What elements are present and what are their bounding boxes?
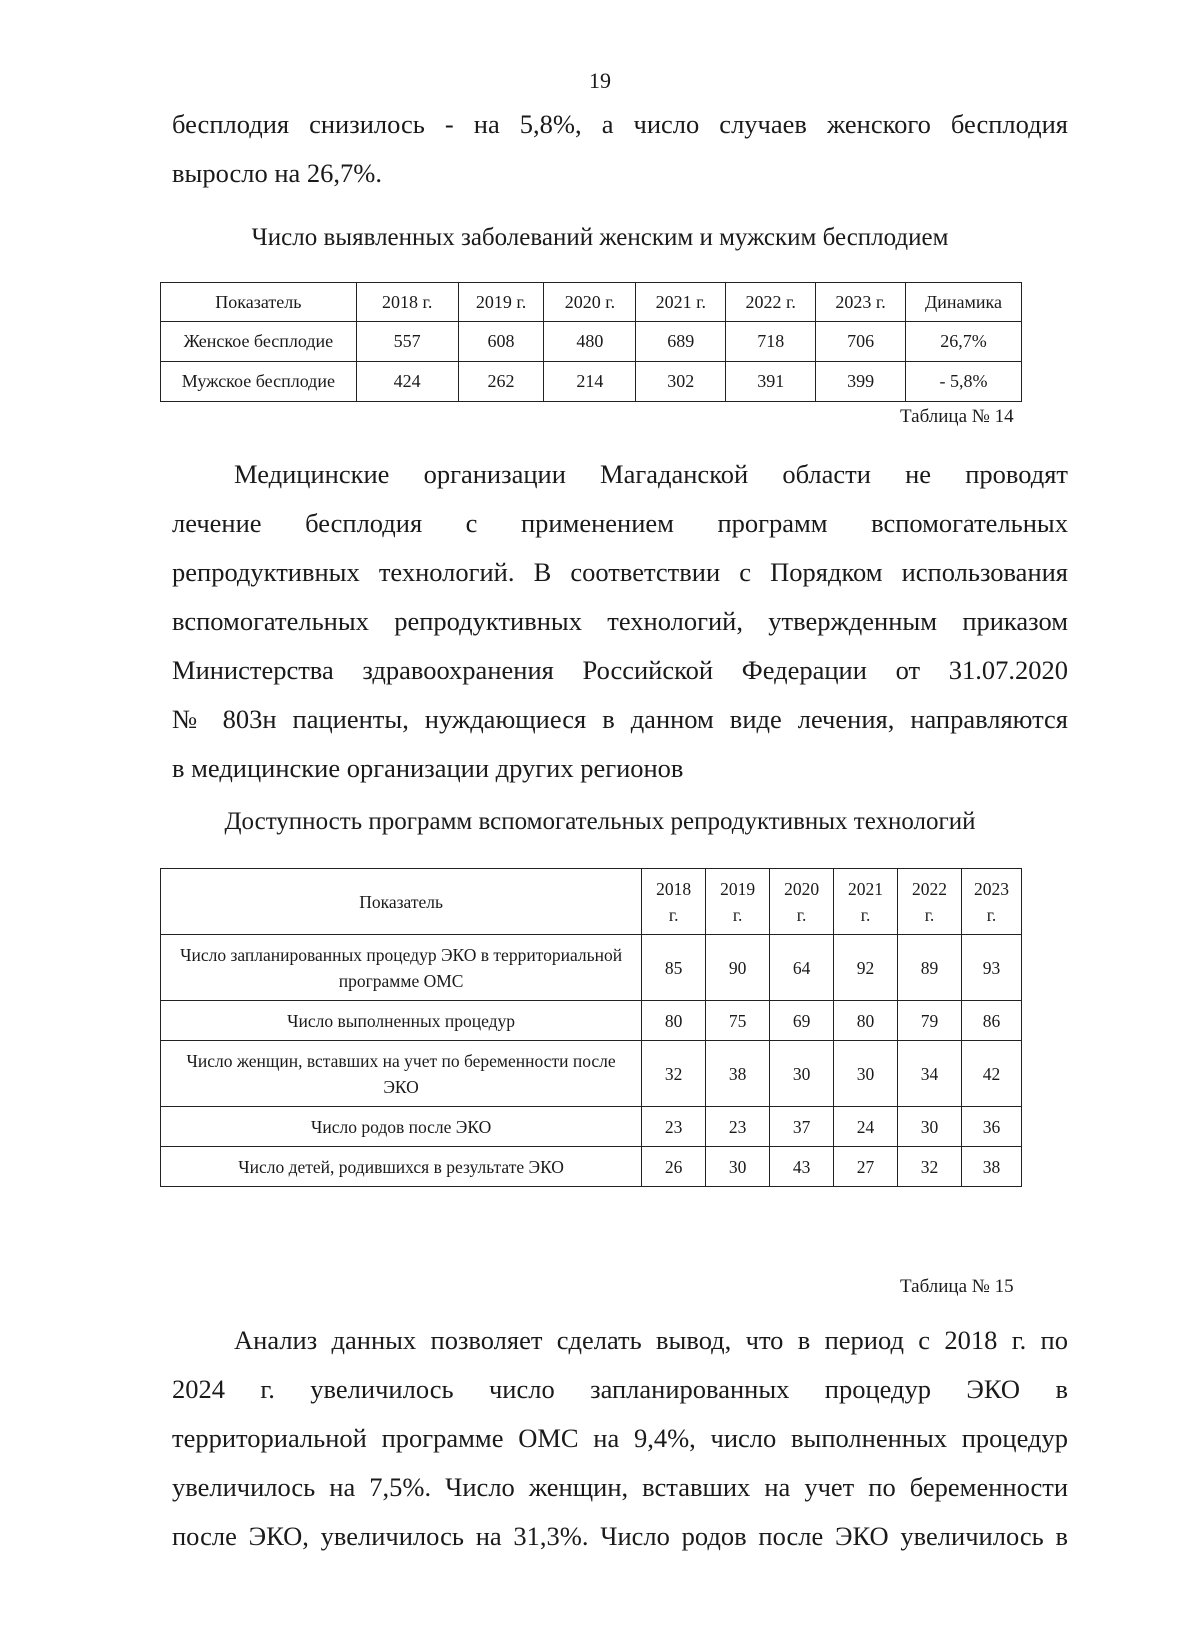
table-row bbox=[161, 1001, 1022, 1041]
table-row bbox=[161, 1147, 1022, 1187]
table2-header-label: Показатель bbox=[161, 869, 642, 935]
art-availability-table bbox=[160, 868, 1022, 1187]
table2-row-label: Число родов после ЭКО bbox=[161, 1107, 642, 1147]
table-row bbox=[161, 322, 1022, 362]
paragraph-3 bbox=[172, 1316, 1068, 1561]
table1-header-cell: 2018 г. bbox=[356, 283, 458, 322]
table2-cell: 37 bbox=[770, 1107, 834, 1147]
table2-year-header: 2021 г. bbox=[834, 869, 898, 935]
table1-cell: 689 bbox=[636, 322, 726, 362]
table2-cell: 32 bbox=[898, 1147, 962, 1187]
page-number: 19 bbox=[589, 68, 611, 93]
table2-number: Таблица № 15 bbox=[900, 1276, 1014, 1297]
table2-cell: 38 bbox=[706, 1041, 770, 1107]
table2-cell: 36 bbox=[961, 1107, 1021, 1147]
table2-year-header: 2020 г. bbox=[770, 869, 834, 935]
paragraph-line: Анализ данных позволяет сделать вывод, что в период с 2018 г. по bbox=[234, 1325, 1068, 1355]
paragraph-line: лечение бесплодия с применением программ вспомогательных bbox=[172, 508, 1068, 538]
table1-cell: 480 bbox=[544, 322, 636, 362]
table-row bbox=[161, 935, 1022, 1001]
table1-cell: - 5,8% bbox=[906, 362, 1022, 402]
table2-cell: 26 bbox=[642, 1147, 706, 1187]
table2-cell: 89 bbox=[898, 935, 962, 1001]
table1-cell: 262 bbox=[458, 362, 544, 402]
table2-year-header: 2019 г. bbox=[706, 869, 770, 935]
table2-cell: 69 bbox=[770, 1001, 834, 1041]
table2-cell: 38 bbox=[961, 1147, 1021, 1187]
table1-cell: 302 bbox=[636, 362, 726, 402]
paragraph-line: Министерства здравоохранения Российской Федерации от 31.07.2020 bbox=[172, 655, 1068, 685]
paragraph-line: в медицинские организации других регионов bbox=[172, 753, 684, 783]
table1-cell: 391 bbox=[726, 362, 816, 402]
table1-number: Таблица № 14 bbox=[900, 406, 1014, 427]
table1-row-label: Мужское бесплодие bbox=[161, 362, 357, 402]
table1-cell: 214 bbox=[544, 362, 636, 402]
table1-cell: 399 bbox=[816, 362, 906, 402]
table1-cell: 718 bbox=[726, 322, 816, 362]
table2-cell: 43 bbox=[770, 1147, 834, 1187]
table2-cell: 30 bbox=[834, 1041, 898, 1107]
table1-caption: Число выявленных заболеваний женским и мужским бесплодием bbox=[251, 224, 949, 251]
paragraph-line: Медицинские организации Магаданской области не проводят bbox=[234, 459, 1068, 489]
table1-cell: 424 bbox=[356, 362, 458, 402]
paragraph-line: репродуктивных технологий. В соответствии с Порядком использования bbox=[172, 557, 1068, 587]
table2-cell: 64 bbox=[770, 935, 834, 1001]
paragraph-line: территориальной программе ОМС на 9,4%, число выполненных процедур bbox=[172, 1423, 1068, 1453]
table1-cell: 26,7% bbox=[906, 322, 1022, 362]
table2-row-label: Число детей, родившихся в результате ЭКО bbox=[161, 1147, 642, 1187]
table2-cell: 92 bbox=[834, 935, 898, 1001]
table-row bbox=[161, 1041, 1022, 1107]
infertility-table bbox=[160, 282, 1022, 402]
table1-header-cell: 2022 г. bbox=[726, 283, 816, 322]
table1-header-cell: Показатель bbox=[161, 283, 357, 322]
table2-cell: 79 bbox=[898, 1001, 962, 1041]
paragraph-line: увеличилось на 7,5%. Число женщин, вставших на учет по беременности bbox=[172, 1472, 1068, 1502]
table2-cell: 23 bbox=[642, 1107, 706, 1147]
table2-row-label: Число выполненных процедур bbox=[161, 1001, 642, 1041]
table2-year-header: 2018 г. bbox=[642, 869, 706, 935]
table1-header-cell: Динамика bbox=[906, 283, 1022, 322]
intro-paragraph bbox=[172, 100, 1068, 198]
table2-cell: 24 bbox=[834, 1107, 898, 1147]
table1-row-label: Женское бесплодие bbox=[161, 322, 357, 362]
table2-cell: 80 bbox=[642, 1001, 706, 1041]
table1-cell: 557 bbox=[356, 322, 458, 362]
intro-line: бесплодия снизилось - на 5,8%, а число случаев женского бесплодия bbox=[172, 109, 1068, 139]
table2-row-label: Число женщин, вставших на учет по беременности после ЭКО bbox=[161, 1041, 642, 1107]
table2-row-label: Число запланированных процедур ЭКО в территориальной программе ОМС bbox=[161, 935, 642, 1001]
table2-cell: 30 bbox=[770, 1041, 834, 1107]
table2-cell: 27 bbox=[834, 1147, 898, 1187]
table2-year-header: 2022 г. bbox=[898, 869, 962, 935]
table2-cell: 80 bbox=[834, 1001, 898, 1041]
paragraph-2 bbox=[172, 450, 1068, 793]
table1-cell: 706 bbox=[816, 322, 906, 362]
table2-year-header: 2023 г. bbox=[961, 869, 1021, 935]
table2-cell: 75 bbox=[706, 1001, 770, 1041]
table2-caption: Доступность программ вспомогательных репродуктивных технологий bbox=[224, 808, 976, 835]
table-row bbox=[161, 362, 1022, 402]
paragraph-line: 2024 г. увеличилось число запланированных процедур ЭКО в bbox=[172, 1374, 1068, 1404]
table2-cell: 85 bbox=[642, 935, 706, 1001]
table2-cell: 30 bbox=[706, 1147, 770, 1187]
table2-cell: 32 bbox=[642, 1041, 706, 1107]
table1-cell: 608 bbox=[458, 322, 544, 362]
table1-header-cell: 2021 г. bbox=[636, 283, 726, 322]
table1-header-cell: 2023 г. bbox=[816, 283, 906, 322]
paragraph-line: вспомогательных репродуктивных технологий, утвержденным приказом bbox=[172, 606, 1068, 636]
table2-cell: 86 bbox=[961, 1001, 1021, 1041]
paragraph-line: после ЭКО, увеличилось на 31,3%. Число родов после ЭКО увеличилось в bbox=[172, 1521, 1068, 1551]
table2-cell: 30 bbox=[898, 1107, 962, 1147]
paragraph-line: № 803н пациенты, нуждающиеся в данном виде лечения, направляются bbox=[172, 704, 1068, 734]
intro-line: выросло на 26,7%. bbox=[172, 158, 382, 188]
table1-header-cell: 2019 г. bbox=[458, 283, 544, 322]
table-row bbox=[161, 1107, 1022, 1147]
table2-cell: 34 bbox=[898, 1041, 962, 1107]
table1-header-cell: 2020 г. bbox=[544, 283, 636, 322]
table2-cell: 23 bbox=[706, 1107, 770, 1147]
table2-cell: 42 bbox=[961, 1041, 1021, 1107]
table2-cell: 90 bbox=[706, 935, 770, 1001]
table2-cell: 93 bbox=[961, 935, 1021, 1001]
